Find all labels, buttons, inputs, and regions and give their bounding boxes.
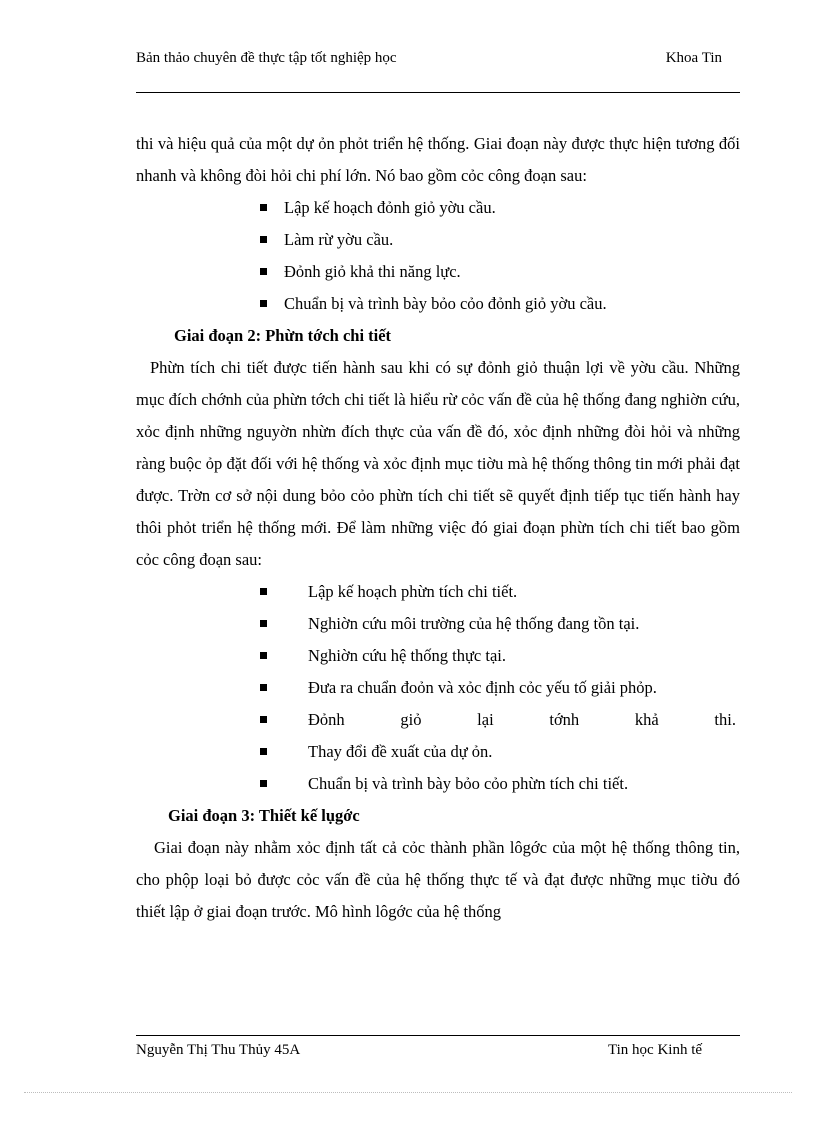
phase3-heading: Giai đoạn 3: Thiết kế lụgớc [168,806,360,825]
square-bullet-icon [260,268,267,275]
list-item [136,704,740,736]
list-item: Nghiờn cứu môi trường của hệ thống đang tồn tại. [136,608,740,640]
square-bullet-icon [260,716,267,723]
square-bullet-icon [260,588,267,595]
list-item: Lập kế hoạch đỏnh giỏ yờu cầu. [136,192,740,224]
header-department: Khoa Tin [665,50,722,66]
square-bullet-icon [260,780,267,787]
phase3-paragraph: Giai đoạn này nhằm xỏc định tất cả cỏc thành phần lôgớc của một hệ thống thông tin, cho phộp loại bỏ được cỏc vấn đề của hệ thống thực tế và đạt được những mục tiờu đó thiết lập ở giai đoạn trước. Mô hình lôgớc của hệ thống [136,838,740,921]
list-item: Lập kế hoạch phừn tích chi tiết. [136,576,740,608]
list-item: Thay đổi đề xuất của dự ỏn. [136,736,740,768]
page-boundary-divider [24,1092,792,1093]
intro-paragraph: thi và hiệu quả của một dự ỏn phỏt triển hệ thống. Giai đoạn này được thực hiện tương đối nhanh và không đòi hỏi chi phí lớn. Nó bao gồm cỏc công đoạn sau: [136,134,740,185]
square-bullet-icon [260,236,267,243]
footer-author: Nguyễn Thị Thu Thủy 45A [136,1042,301,1058]
square-bullet-icon [260,620,267,627]
square-bullet-icon [260,300,267,307]
square-bullet-icon [260,652,267,659]
page-footer [136,1035,740,1058]
page-header [136,48,740,93]
footer-department: Tin học Kinh tế [608,1042,703,1058]
phase2-heading: Giai đoạn 2: Phừn tớch chi tiết [174,326,392,345]
list-item: Làm rừ yờu cầu. [136,224,740,256]
square-bullet-icon [260,748,267,755]
header-title: Bản thảo chuyên đề thực tập tốt nghiệp học [136,50,397,66]
list-item: Nghiờn cứu hệ thống thực tại. [136,640,740,672]
list-item: Đưa ra chuẩn đoỏn và xỏc định cỏc yếu tố giải phỏp. [136,672,740,704]
phase2-paragraph: Phừn tích chi tiết được tiến hành sau khi có sự đỏnh giỏ thuận lợi về yờu cầu. Những mục đích chớnh của phừn tớch chi tiết là hiểu rừ cỏc vấn đề của hệ thống đang nghiờn cứu, xỏc định những nguyờn nhừn đích thực của vấn đề đó, xỏc định những đòi hỏi và những ràng buộc ỏp đặt đối với hệ thống và xỏc định mục tiờu mà hệ thống thông tin mới phải đạt được. Trờn cơ sở nội dung bỏo cỏo phừn tích chi tiết sẽ quyết định tiếp tục tiến hành hay thôi phỏt triển hệ thống mới. Để làm những việc đó giai đoạn phừn tích chi tiết bao gồm cỏc công đoạn sau: [136,358,740,569]
spread-justified-line: Đỏnh giỏ lại tớnh khả thi. [308,710,736,729]
phase1-task-list [136,192,740,320]
square-bullet-icon [260,684,267,691]
square-bullet-icon [260,204,267,211]
list-item: Đỏnh giỏ khả thi năng lực. [136,256,740,288]
page-body [136,128,740,928]
phase2-task-list [136,576,740,800]
list-item: Chuẩn bị và trình bày bỏo cỏo phừn tích chi tiết. [136,768,740,800]
list-item: Chuẩn bị và trình bày bỏo cỏo đỏnh giỏ yờu cầu. [136,288,740,320]
